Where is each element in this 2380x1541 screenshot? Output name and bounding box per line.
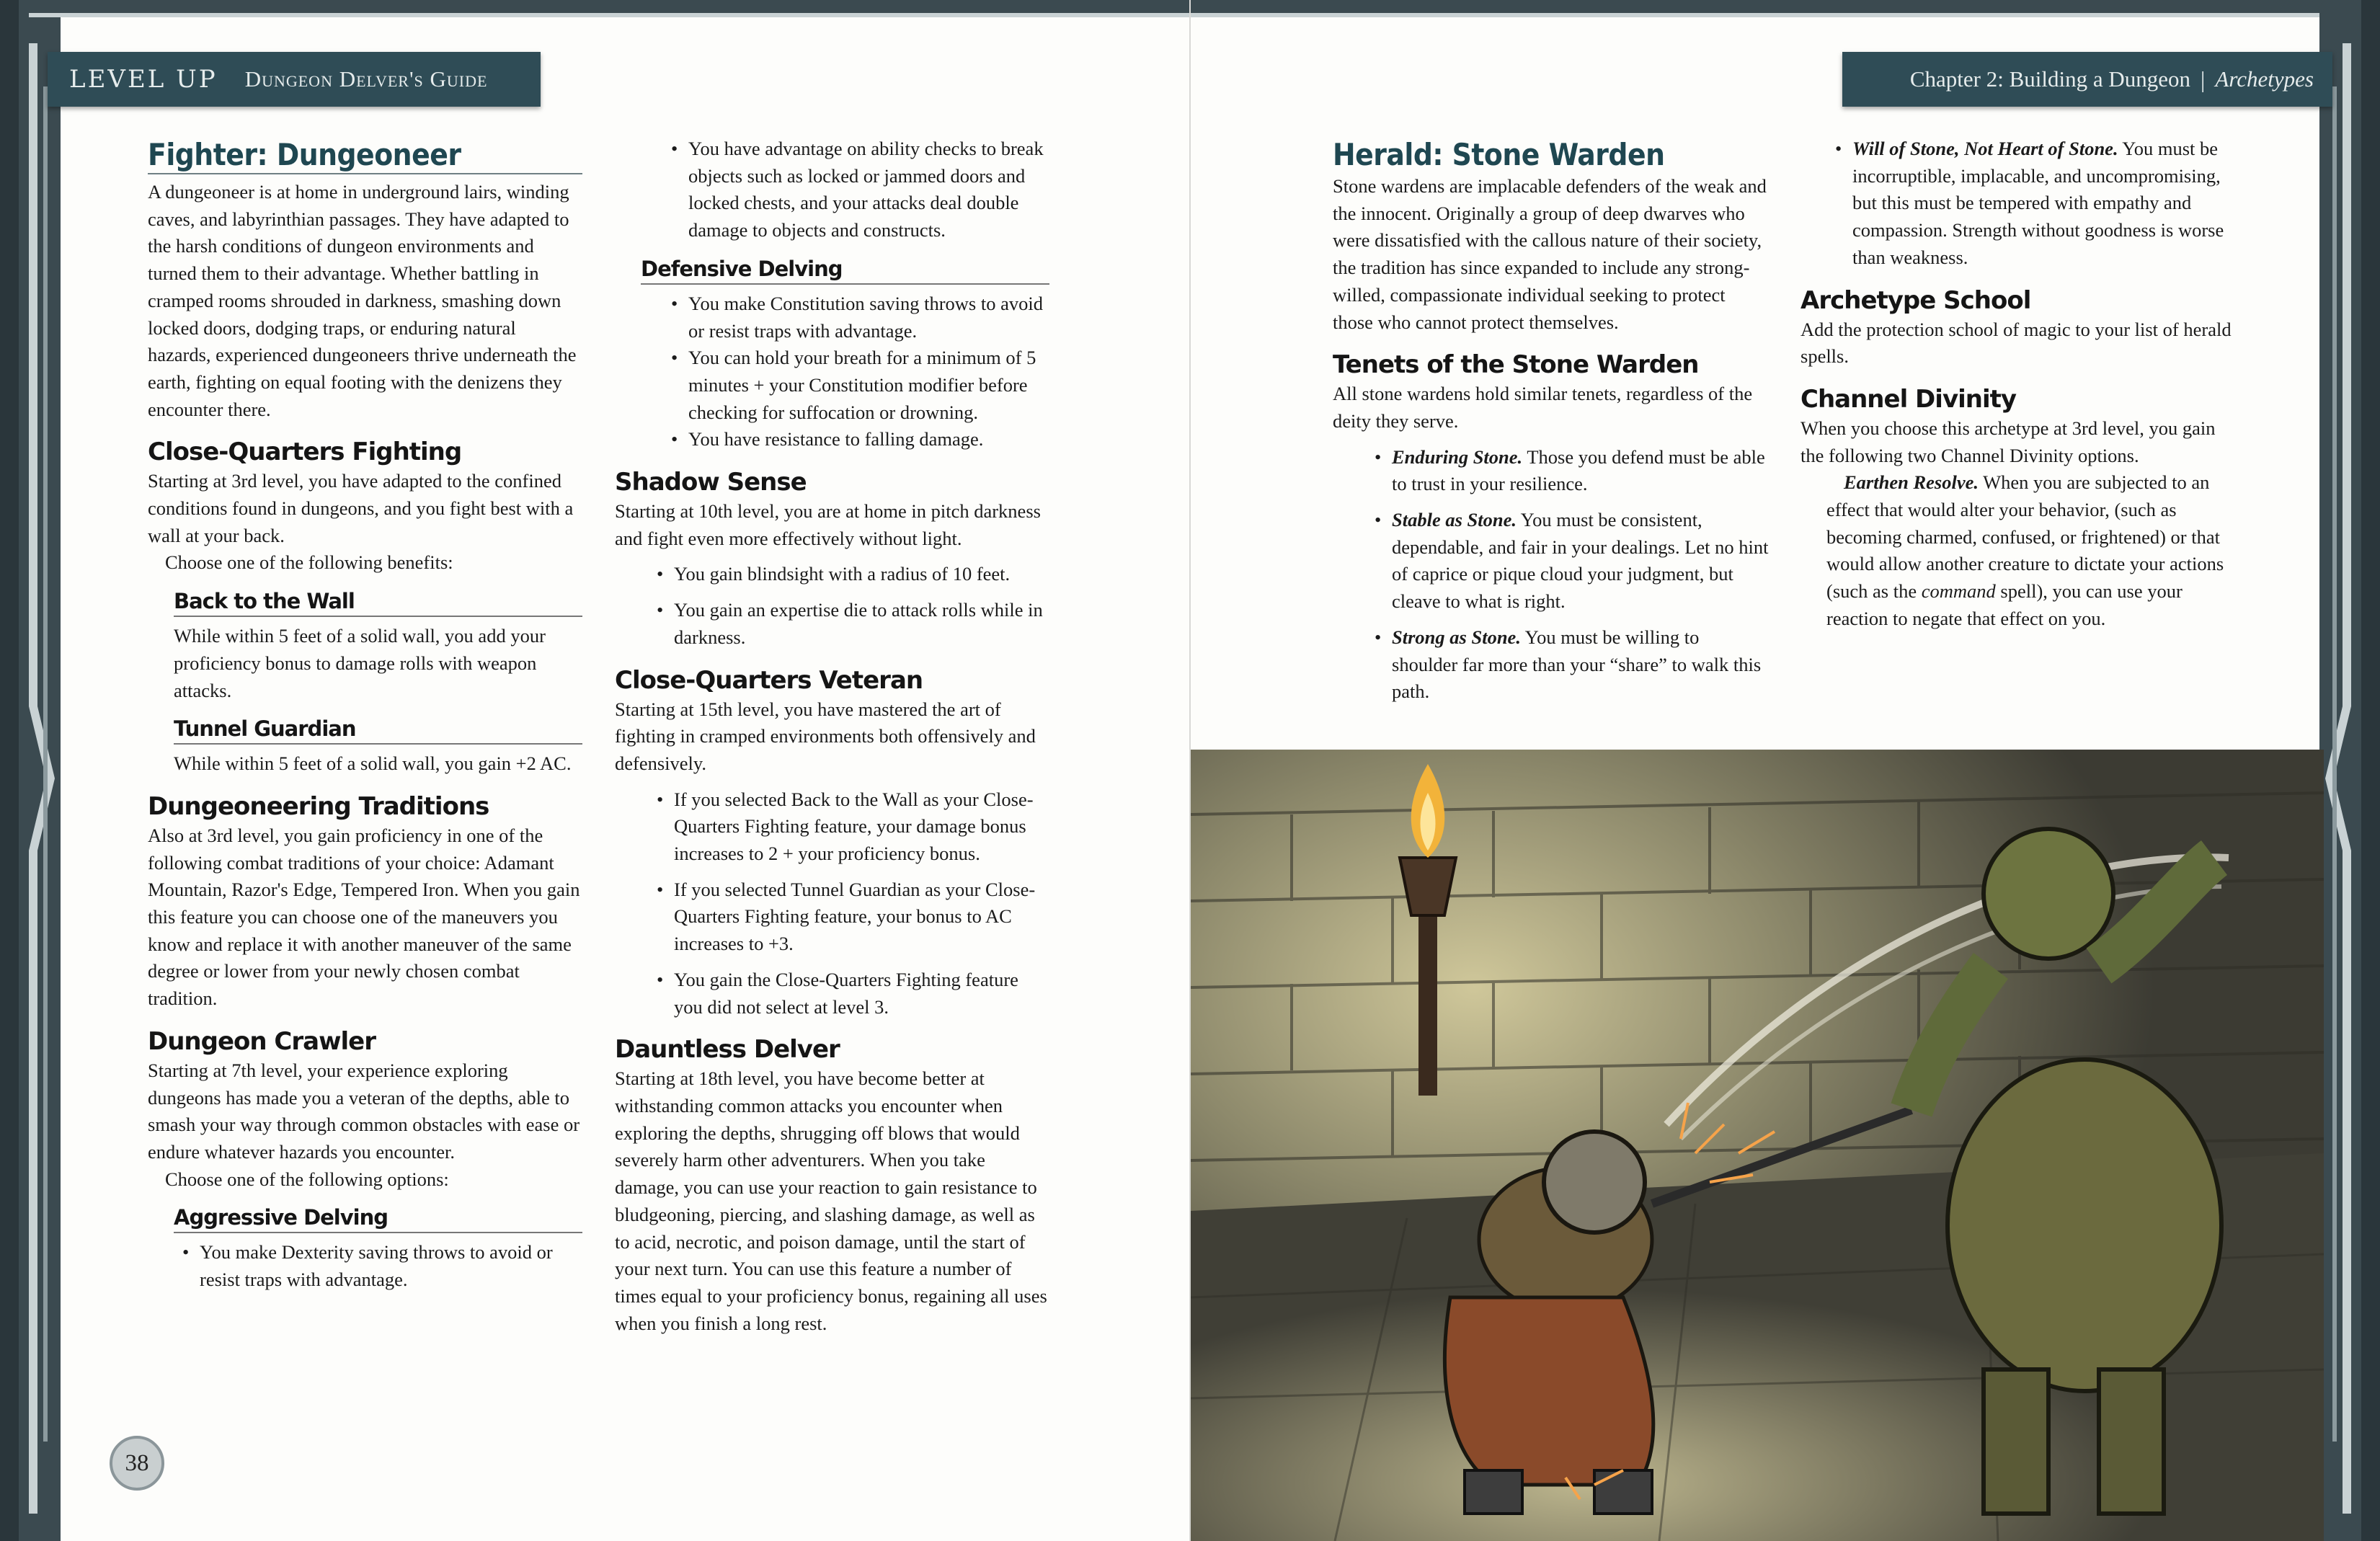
option-text: While within 5 feet of a solid wall, you add your proficiency bonus to damage rolls with weapon attacks. [174,625,546,701]
list-item: • You have advantage on ability checks to break objects such as locked or jammed doors and locked chests, and your attacks deal double damage to objects and constructs. [667,136,1049,244]
feature-text: Starting at 18th level, you have become better at withstanding common attacks you encounter when exploring the depths, shrugging off blows that would severely harm other adventurers. When you take damage, you can use your reaction to gain resistance to bludgeoning, piercing, and slashing damage, as well as to acid, necrotic, and poison damage, until the start of your next turn. You can use this feature a number of times equal to your proficiency bonus, regaining all uses when you finish a long rest. [615,1067,1047,1334]
feature-text: Starting at 15th level, you have mastered the art of fighting in cramped environments both offensively and defensively. [615,698,1036,774]
list-item: • If you selected Back to the Wall as your Close-Quarters Fighting feature, your damage bonus increases to 2 + your proficiency bonus. [652,786,1049,868]
page-number: 38 [110,1436,164,1491]
top-frame-ornament [1191,0,2351,26]
feature-heading-dungeon-crawler: Dungeon Crawler [148,1026,376,1056]
bullet-list [148,1239,582,1293]
list-item: • You gain blindsight with a radius of 10 feet. [652,561,1049,588]
section-title: Archetypes [2215,66,2314,92]
list-item [1370,624,1769,706]
feature-text: Starting at 3rd level, you have adapted to the confined conditions found in dungeons, and you fight best with a wall at your back. [148,470,574,546]
feature-heading-dauntless-delver: Dauntless Delver [615,1035,840,1065]
bullet-list [1333,444,1769,706]
feature-text: Starting at 10th level, you are at home in pitch darkness and fight even more effectively without light. [615,500,1041,549]
bullet-list [615,136,1049,244]
feature-text: Also at 3rd level, you gain proficiency in one of the following combat traditions of your choice: Adamant Mountain, Razor's Edge, Tempered Iron. When you gain this feature you can choose one of the maneuvers you know and replace it with another maneuver of the same degree or lower from your newly chosen combat tradition. [148,824,580,1010]
feature-heading-tenets: Tenets of the Stone Warden [1333,350,1699,380]
right-column-1 [1333,137,1769,706]
spell-name: command [1921,580,1996,603]
list-item [1831,136,2237,272]
list-item: • You have resistance to falling damage. [667,426,1049,453]
list-item: • You gain an expertise die to attack rolls while in darkness. [652,597,1049,651]
option-heading-aggressive-delving: Aggressive Delving [174,1203,582,1233]
tenet-name: Enduring Stone. [1392,445,1523,468]
list-item: • You make Constitution saving throws to avoid or resist traps with advantage. [667,290,1049,345]
archetype-intro: Stone wardens are implacable defenders of the weak and the innocent. Originally a group of deep dwarves who were dissatisfied with the callous nature of their society, the tradition has since expanded to include any strong-willed, compassionate individual seeking to protect those who cannot protect themselves. [1333,175,1767,333]
option-heading-tunnel-guardian: Tunnel Guardian [174,714,582,745]
right-column-2 [1800,136,2237,633]
feature-text: When you choose this archetype at 3rd level, you gain the following two Channel Divinity options. [1800,417,2216,466]
option-heading-back-to-the-wall: Back to the Wall [174,587,582,617]
brand-logo: LEVEL UP [69,65,218,94]
bullet-list [615,786,1049,1021]
feature-text: Starting at 7th level, your experience exploring dungeons has made you a veteran of the depths, able to smash your way through common obstacles with ease or endure whatever hazards you encounter. [148,1059,580,1163]
book-title: Dungeon Delver's Guide [244,66,488,92]
right-frame-ornament [2319,0,2380,1541]
tenet-text: Those you defend must be able to trust in your resilience. [1392,445,1765,495]
list-item: • You can hold your breath for a minimum of 5 minutes + your Constitution modifier before checking for suffocation or drowning. [667,345,1049,426]
list-item: • If you selected Tunnel Guardian as your Close-Quarters Fighting feature, your bonus to AC increases to +3. [652,876,1049,958]
illustration-dwarf-vs-ogre [1191,750,2324,1541]
option-text: spell), you can use your reaction to negate that effect on you. [1826,580,2183,629]
option-text: While within 5 feet of a solid wall, you gain +2 AC. [174,752,572,775]
tenet-name: Stable as Stone. [1392,509,1517,531]
feature-heading-channel-divinity: Channel Divinity [1800,384,2017,414]
feature-text: Choose one of the following benefits: [165,551,453,574]
option-text: When you are subjected to an effect that would alter your behavior, (such as becoming charmed, confused, or frightened) or that would allow another creature to dictate your actions (such as the [1826,471,2224,603]
tenet-text: You must be consistent, dependable, and fair in your dealings. Let no hint of caprice or pique cloud your judgment, but cleave to what is right. [1392,509,1769,613]
tenet-name: Will of Stone, Not Heart of Stone. [1852,138,2118,159]
list-item [1370,444,1769,498]
header-banner [48,52,541,107]
bullet-list [615,561,1049,651]
class-archetype-title: Fighter: Dungeoneer [148,137,582,174]
bullet-list [615,290,1049,453]
option-name: Earthen Resolve. [1844,471,1979,494]
feature-text: Choose one of the following options: [165,1168,449,1190]
tenet-name: Strong as Stone. [1392,626,1521,648]
feature-heading-dungeoneering-traditions: Dungeoneering Traditions [148,791,489,821]
bullet-list [1800,136,2237,272]
header-separator: | [2201,66,2206,92]
feature-text [1826,469,2237,632]
feature-text: All stone wardens hold similar tenets, regardless of the deity they serve. [1333,383,1753,432]
list-item [1370,507,1769,616]
class-archetype-title: Herald: Stone Warden [1333,137,1665,172]
feature-text: Add the protection school of magic to your list of herald spells. [1800,318,2232,368]
left-column-2 [615,136,1049,1337]
feature-heading-close-quarters-veteran: Close-Quarters Veteran [615,665,923,695]
header-banner [1842,52,2332,107]
chapter-title: Chapter 2: Building a Dungeon [1909,66,2191,92]
tenet-text: You must be willing to shoulder far more than your “share” to walk this path. [1392,626,1762,703]
tenet-text: You must be incorruptible, implacable, and uncompromising, but this must be tempered with empathy and compassion. Strength without goodness is worse than weakness. [1852,138,2224,268]
feature-heading-shadow-sense: Shadow Sense [615,468,807,497]
archetype-intro: A dungeoneer is at home in underground lairs, winding caves, and labyrinthian passages. They have adapted to the harsh conditions of dungeon environments and turned them to their advantage. Whether battling in cramped rooms shrouded in darkness, smashing down locked doors, dodging traps, or enduring natural hazards, experienced dungeoneers thrive underneath the earth, fighting on equal footing with the denizens they encounter there. [148,181,577,420]
left-column-1 [148,137,582,1294]
feature-heading-archetype-school: Archetype School [1800,285,2031,315]
option-heading-defensive-delving: Defensive Delving [641,254,1049,285]
list-item: • You make Dexterity saving throws to avoid or resist traps with advantage. [178,1239,582,1293]
left-frame-ornament [0,0,61,1541]
top-frame-ornament [29,0,1191,26]
list-item: • You gain the Close-Quarters Fighting feature you did not select at level 3. [652,967,1049,1021]
feature-heading-close-quarters-fighting: Close-Quarters Fighting [148,438,462,467]
